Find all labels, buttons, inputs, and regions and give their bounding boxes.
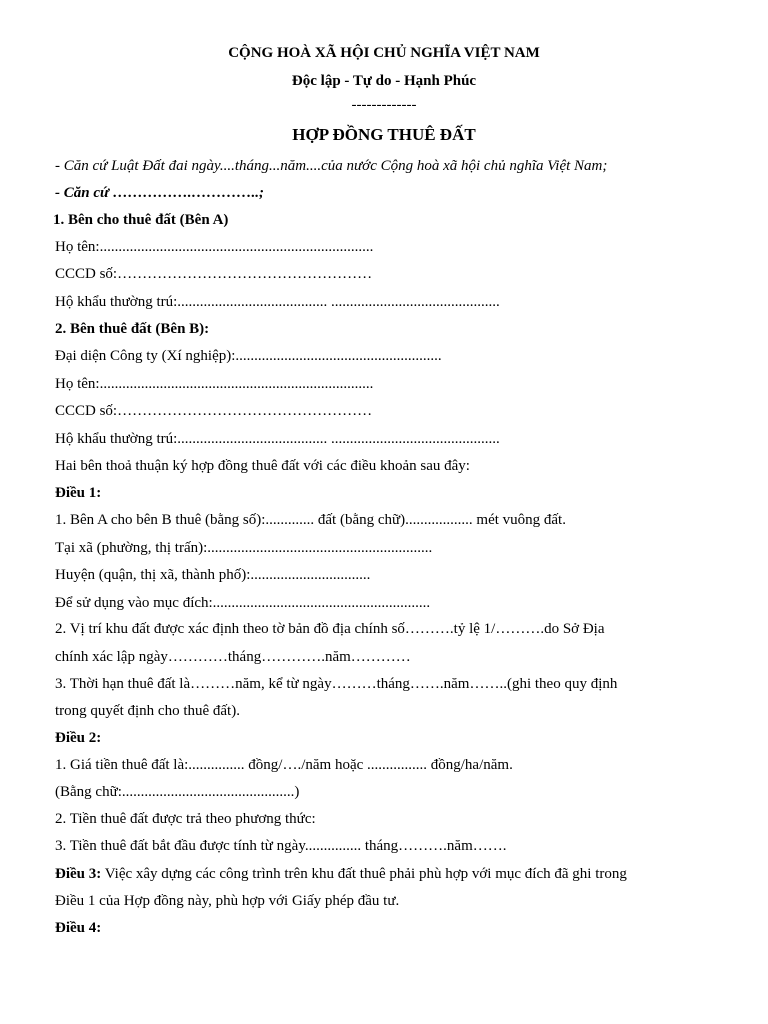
party-b-representative-field: Đại diện Công ty (Xí nghiệp):....................................................... <box>55 348 442 364</box>
party-b-id-field: CCCD số:…………………………………………… <box>55 403 373 419</box>
article-3-line-1 <box>55 865 627 883</box>
article-1-line-5: 2. Vị trí khu đất được xác định theo tờ bản đồ địa chính số……….tỷ lệ 1/……….do Sở Địa <box>55 621 605 637</box>
country-heading: CỘNG HOÀ XÃ HỘI CHỦ NGHĨA VIỆT NAM <box>228 45 540 61</box>
article-2-line-1: 1. Giá tiền thuê đất là:............... đồng/…./năm hoặc ................ đồng/ha/năm. <box>55 757 513 773</box>
preamble-basis-2: - Căn cứ …………….…………..; <box>55 185 264 201</box>
preamble-basis-1: - Căn cứ Luật Đất đai ngày....tháng...năm....của nước Cộng hoà xã hội chủ nghĩa Việt Nam; <box>55 158 608 174</box>
article-3-line-2: Điều 1 của Hợp đồng này, phù hợp với Giấy phép đầu tư. <box>55 893 400 909</box>
party-b-heading: 2. Bên thuê đất (Bên B): <box>55 321 210 337</box>
agreement-intro: Hai bên thoả thuận ký hợp đồng thuê đất với các điều khoản sau đây: <box>55 458 470 474</box>
party-a-id-field: CCCD số:…………………………………………… <box>55 266 373 282</box>
article-1-line-2: Tại xã (phường, thị trấn):............................................................ <box>55 540 433 556</box>
motto: Độc lập - Tự do - Hạnh Phúc <box>291 73 477 89</box>
article-1-line-3: Huyện (quận, thị xã, thành phố):................................ <box>55 567 371 583</box>
article-3-heading: Điều 3: <box>55 866 102 882</box>
party-a-name-field: Họ tên:......................................................................... <box>55 239 374 255</box>
article-1-line-6: chính xác lập ngày…………tháng………….năm………… <box>55 649 411 665</box>
party-a-heading: 1. Bên cho thuê đất (Bên A) <box>53 212 229 228</box>
article-1-line-4: Để sử dụng vào mục đích:.......................................................... <box>55 595 431 611</box>
header-divider: ------------- <box>351 97 417 113</box>
article-2-line-4: 3. Tiền thuê đất bắt đầu được tính từ ngày............... tháng……….năm……. <box>55 838 507 854</box>
article-2-heading: Điều 2: <box>55 730 102 746</box>
article-4-heading: Điều 4: <box>55 920 102 936</box>
article-1-line-1: 1. Bên A cho bên B thuê (bằng số):............. đất (bằng chữ).................. mét vuông đất. <box>55 512 566 528</box>
party-b-residence-field: Hộ khẩu thường trú:........................................ ............................................. <box>55 431 500 447</box>
article-3-text: Việc xây dựng các công trình trên khu đất thuê phải phù hợp với mục đích đã ghi trong <box>101 866 627 882</box>
document-title: HỢP ĐỒNG THUÊ ĐẤT <box>292 125 476 144</box>
article-1-heading: Điều 1: <box>55 485 102 501</box>
article-1-line-8: trong quyết định cho thuê đất). <box>55 703 240 719</box>
article-2-line-3: 2. Tiền thuê đất được trả theo phương thức: <box>55 811 316 827</box>
party-a-residence-field: Hộ khẩu thường trú:........................................ ............................................. <box>55 294 500 310</box>
article-1-line-7: 3. Thời hạn thuê đất là………năm, kể từ ngày………tháng…….năm……..(ghi theo quy định <box>55 676 618 692</box>
party-b-name-field: Họ tên:......................................................................... <box>55 376 374 392</box>
article-2-line-2: (Bằng chữ:..............................................) <box>55 784 300 800</box>
